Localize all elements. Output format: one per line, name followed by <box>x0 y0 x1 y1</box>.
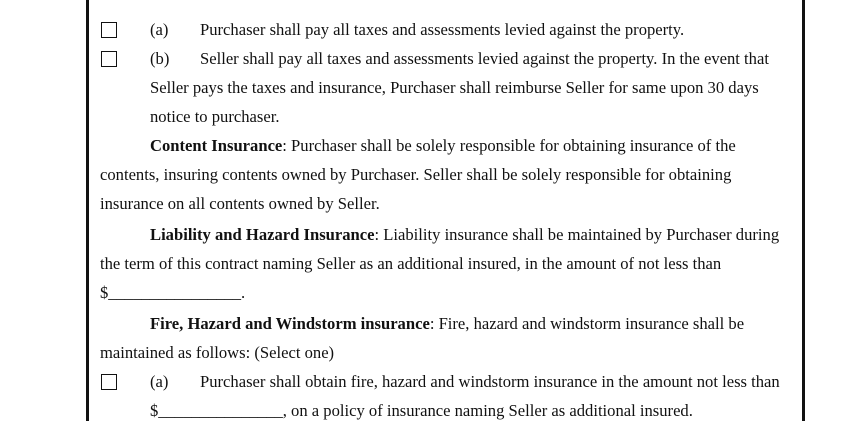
content-insurance-paragraph-line1 <box>150 136 736 156</box>
fire-insurance-heading: Fire, Hazard and Windstorm insurance <box>150 314 430 333</box>
content-insurance-text-line1: : Purchaser shall be solely responsible for obtaining insurance of the <box>282 136 736 155</box>
fire-option-a-label: (a) <box>150 372 169 391</box>
page-border-left <box>86 0 89 421</box>
page-border-right <box>802 0 805 421</box>
taxes-option-b-text-line1: Seller shall pay all taxes and assessments levied against the property. In the event that <box>200 49 769 68</box>
liability-insurance-paragraph-line1 <box>150 225 779 245</box>
fire-option-a-text-line2[interactable]: $_______________, on a policy of insurance naming Seller as additional insured. <box>150 401 693 420</box>
liability-insurance-text-line1: : Liability insurance shall be maintained by Purchaser during <box>374 225 780 244</box>
fire-insurance-text-line1: : Fire, hazard and windstorm insurance shall be <box>429 314 745 333</box>
taxes-option-b-label: (b) <box>150 49 170 68</box>
taxes-option-a-label: (a) <box>150 20 169 39</box>
fire-option-a-checkbox[interactable] <box>101 374 117 390</box>
taxes-option-a-text: Purchaser shall pay all taxes and assessments levied against the property. <box>200 20 685 39</box>
content-insurance-heading: Content Insurance <box>150 136 283 155</box>
liability-insurance-amount-blank[interactable]: $________________. <box>100 283 246 302</box>
liability-insurance-heading: Liability and Hazard Insurance <box>150 225 375 244</box>
fire-option-a-text-line1: Purchaser shall obtain fire, hazard and windstorm insurance in the amount not less than <box>200 372 780 391</box>
fire-insurance-paragraph-line1 <box>150 314 744 334</box>
taxes-option-a-checkbox[interactable] <box>101 22 117 38</box>
liability-insurance-text-line2: the term of this contract naming Seller as an additional insured, in the amount of not less than <box>100 254 722 273</box>
taxes-option-b-text-line3: notice to purchaser. <box>150 107 280 126</box>
taxes-option-b-text-line2: Seller pays the taxes and insurance, Purchaser shall reimburse Seller for same upon 30 days <box>150 78 759 97</box>
taxes-option-b-checkbox[interactable] <box>101 51 117 67</box>
content-insurance-text-line2: contents, insuring contents owned by Purchaser. Seller shall be solely responsible for obtaining <box>100 165 732 184</box>
fire-insurance-text-line2: maintained as follows: (Select one) <box>100 343 335 362</box>
content-insurance-text-line3: insurance on all contents owned by Seller. <box>100 194 380 213</box>
